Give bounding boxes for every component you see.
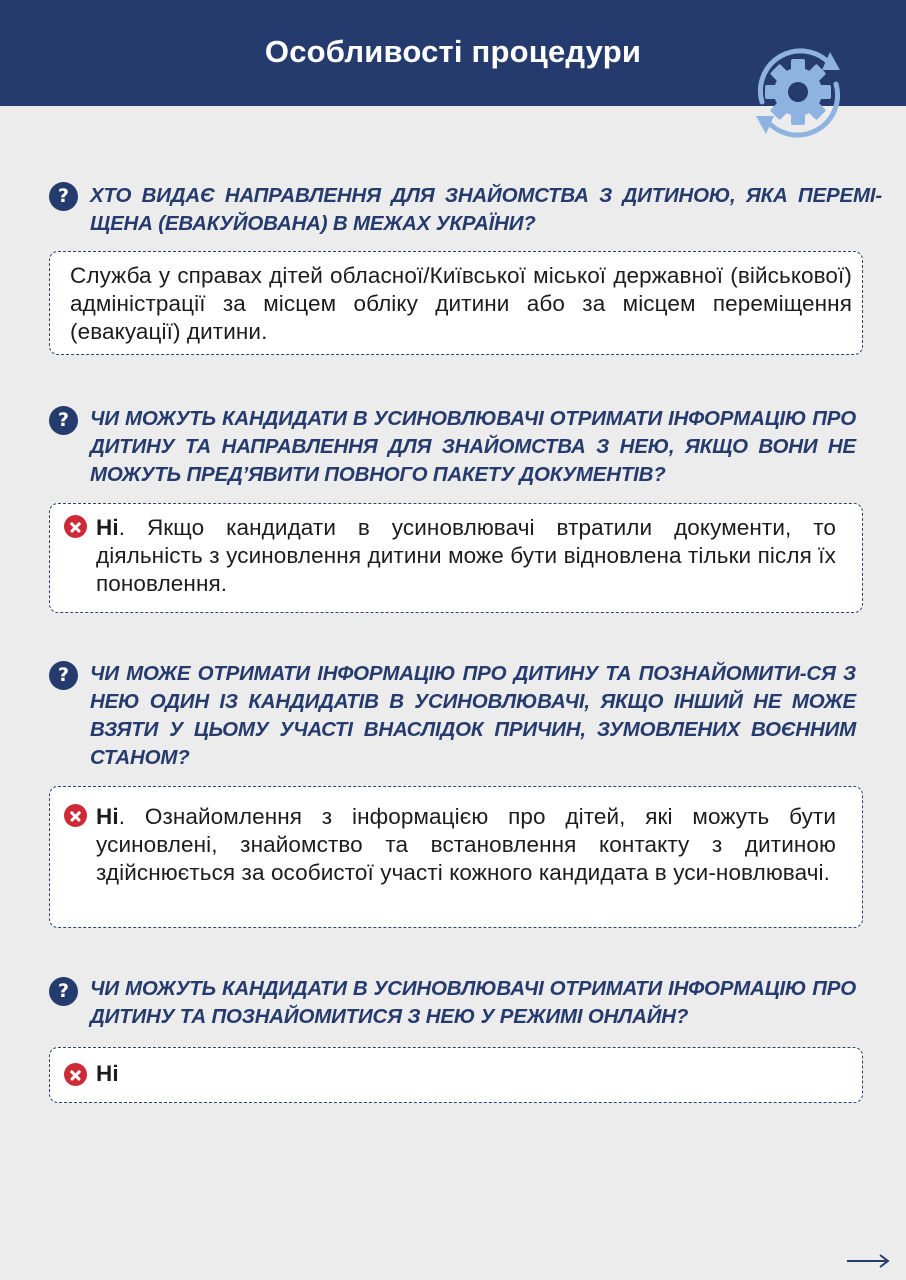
page-title: Особливості процедури [264,34,642,69]
answer-3-no: Ні [96,804,119,829]
question-1: ХТО ВИДАЄ НАПРАВЛЕННЯ ДЛЯ ЗНАЙОМСТВА З ДИТИНОЮ, ЯКА ПЕРЕМІ-ЩЕНА (ЕВАКУЙОВАНА) В МЕЖАХ УКРАЇНИ? [90,184,882,235]
question-4: ЧИ МОЖУТЬ КАНДИДАТИ В УСИНОВЛЮВАЧІ ОТРИМАТИ ІНФОРМАЦІЮ ПРО ДИТИНУ ТА ПОЗНАЙОМИТИСЯ З НЕЮ У РЕЖИМІ ОНЛАЙН? [90,977,856,1028]
answer-2-body: . Якщо кандидати в усиновлювачі втратили документи, то діяльність з усиновлення дитини може бути відновлена тільки після їх поновлення. [96,515,836,596]
answer-1-text: Служба у справах дітей обласної/Київської міської державної (військової) адміністрації за місцем обліку дитини або за місцем переміщення (евакуації) дитини. [70,263,852,344]
question-mark-icon: ? [49,977,78,1006]
answer-box-3 [49,786,863,928]
question-mark-icon: ? [49,661,78,690]
gear-refresh-icon [744,38,852,146]
cross-circle-icon [64,804,87,827]
answer-3-text [96,803,836,887]
answer-2-text [96,514,836,598]
answer-3-body: . Ознайомлення з інформацією про дітей, які можуть бути усиновлені, знайомство та встановлення контакту з дитиною здійснюється за особистої участі кожного кандидата в уси-новлювачі. [96,804,836,885]
question-2: ЧИ МОЖУТЬ КАНДИДАТИ В УСИНОВЛЮВАЧІ ОТРИМАТИ ІНФОРМАЦІЮ ПРО ДИТИНУ ТА НАПРАВЛЕННЯ ДЛЯ ЗНАЙОМСТВА З НЕЮ, ЯКЩО ВОНИ НЕ МОЖУТЬ ПРЕД’ЯВИТИ ПОВНОГО ПАКЕТУ ДОКУМЕНТІВ? [90,407,856,486]
question-3: ЧИ МОЖЕ ОТРИМАТИ ІНФОРМАЦІЮ ПРО ДИТИНУ ТА ПОЗНАЙОМИТИ-СЯ З НЕЮ ОДИН ІЗ КАНДИДАТІВ В УСИНОВЛЮВАЧІ, ЯКЩО ІНШИЙ НЕ МОЖЕ ВЗЯТИ У ЦЬОМУ УЧАСТІ ВНАСЛІДОК ПРИЧИН, ЗУМОВЛЕНИХ ВОЄННИМ СТАНОМ? [90,662,856,769]
answer-box-4 [49,1047,863,1103]
cross-circle-icon [64,515,87,538]
answer-4-text [96,1060,836,1088]
cross-circle-icon [64,1063,87,1086]
question-mark-icon: ? [49,182,78,211]
question-mark-icon: ? [49,406,78,435]
arrow-right-icon[interactable] [846,1253,892,1269]
answer-2-no: Ні [96,515,119,540]
answer-4-no: Ні [96,1061,119,1086]
answer-box-2 [49,503,863,613]
answer-box-1 [49,251,863,355]
